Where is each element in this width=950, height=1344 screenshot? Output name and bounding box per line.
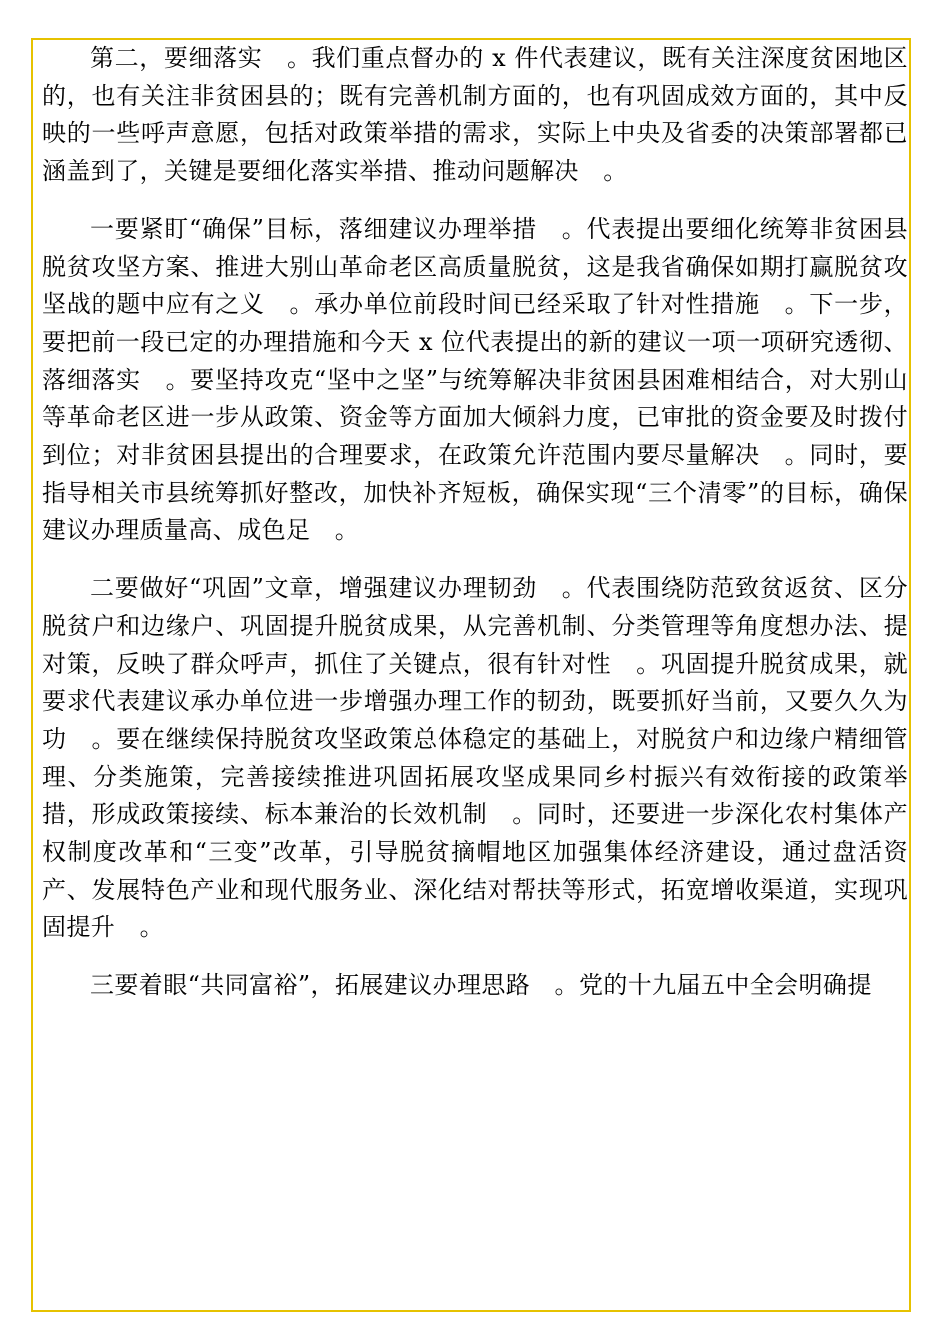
paragraph-ensure-goal: 一要紧盯“确保”目标，落细建议办理举措 。代表提出要细化统筹非贫困县脱贫攻坚方案、推进大别山革命老区高质量脱贫，这是我省确保如期打赢脱贫攻坚战的题中应有之义 。承办单位前段时间已经采取了针对性措施 。下一步，要把前一段已定的办理措施和今天 x 位代表提出的新的建议一项一项研究透彻、落细落实 。要坚持攻克“坚中之坚”与统筹解决非贫困县困难相结合，对大别山等革命老区进一步从政策、资金等方面加大倾斜力度，已审批的资金要及时拨付到位；对非贫困县提出的合理要求，在政策允许范围内要尽量解决 。同时，要指导相关市县统筹抓好整改，加快补齐短板，确保实现“三个清零”的目标，确保建议办理质量高、成色足 。: [42, 214, 908, 545]
paragraph-common-prosperity: 三要着眼“共同富裕”，拓展建议办理思路 。党的十九届五中全会明确提: [90, 971, 872, 1000]
document-body: [42, 40, 908, 1025]
paragraph-consolidate: 二要做好“巩固”文章，增强建议办理韧劲 。代表围绕防范致贫返贫、区分脱贫户和边缘户、巩固提升脱贫成果，从完善机制、分类管理等角度想办法、提对策，反映了群众呼声，抓住了关键点，很有针对性 。巩固提升脱贫成果，就要求代表建议承办单位进一步增强办理工作的韧劲，既要抓好当前，又要久久为功 。要在继续保持脱贫攻坚政策总体稳定的基础上，对脱贫户和边缘户精细管理、分类施策，完善接续推进巩固拓展攻坚成果同乡村振兴有效衔接的政策举措，形成政策接续、标本兼治的长效机制 。同时，还要进一步深化农村集体产权制度改革和“三变”改革，引导脱贫摘帽地区加强集体经济建设，通过盘活资产、发展特色产业和现代服务业、深化结对帮扶等形式，拓宽增收渠道，实现巩固提升 。: [42, 574, 908, 942]
paragraph-2-implement: 第二，要细落实 。我们重点督办的 x 件代表建议，既有关注深度贫困地区的，也有关注非贫困县的；既有完善机制方面的，也有巩固成效方面的，其中反映的一些呼声意愿，包括对政策举措的需求，实际上中央及省委的决策部署都已涵盖到了，关键是要细化落实举措、推动问题解决 。: [42, 44, 908, 186]
